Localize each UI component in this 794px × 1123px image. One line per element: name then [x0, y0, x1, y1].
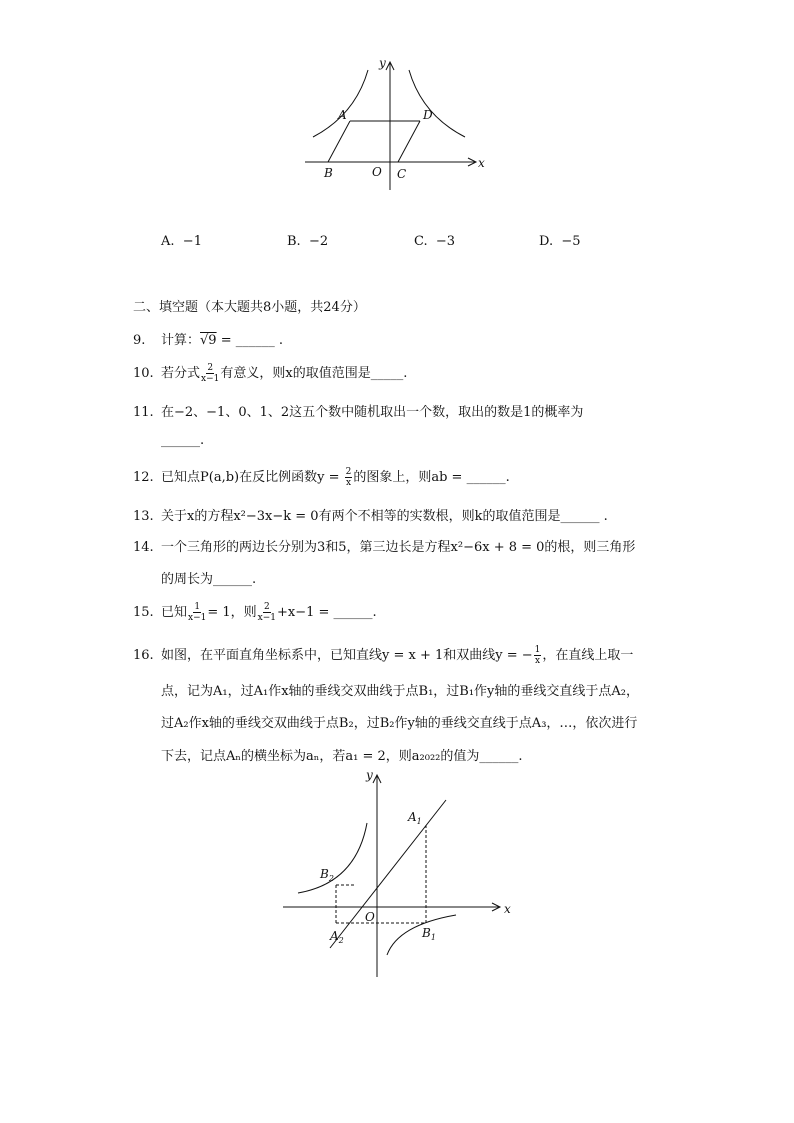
x-axis-label: x	[478, 156, 485, 170]
option-c: C. −3	[414, 234, 456, 249]
hyperbola-right-branch	[409, 70, 465, 137]
point-a1-label: $A_1$	[408, 810, 422, 826]
question-9: 9. 计算：√9 = ______ .	[133, 333, 284, 348]
fraction: $\frac{2}{x-1}$	[201, 363, 220, 384]
origin-label: O	[365, 910, 375, 924]
y-axis-label: y	[366, 768, 373, 782]
fraction: $\frac{1}{x}$	[534, 645, 541, 666]
option-b: B. −2	[287, 234, 329, 249]
point-b2-label: $B_2$	[320, 867, 334, 883]
y-axis-label: y	[379, 56, 386, 70]
question-14: 14. 一个三角形的两边长分别为3和5，第三边长是方程x²−6x + 8 = 0的根，则三角形	[133, 540, 636, 555]
x-axis	[283, 903, 500, 911]
fraction: $\frac{2}{x-1}$	[257, 602, 276, 623]
question-16-line-3: 过A₂作x轴的垂线交双曲线于点B₂，过B₂作y轴的垂线交直线于点A₃，…，依次进行	[161, 716, 638, 731]
figure-2-graph	[278, 765, 518, 985]
segment-ab	[328, 121, 350, 162]
question-11: 11. 在−2、−1、0、1、2这五个数中随机取出一个数，取出的数是1的概率为	[133, 405, 584, 420]
option-a: A. −1	[161, 234, 202, 249]
point-a-label: A	[338, 108, 347, 122]
figure-1-graph	[300, 55, 500, 195]
point-d-label: D	[423, 108, 433, 122]
question-13: 13. 关于x的方程x²−3x−k = 0有两个不相等的实数根，则k的取值范围是______ .	[133, 509, 608, 524]
section-title: 二、填空题（本大题共8小题，共24分）	[133, 300, 366, 315]
y-axis	[373, 775, 381, 977]
y-axis	[386, 62, 394, 190]
point-b-label: B	[324, 166, 333, 180]
x-axis-label: x	[504, 902, 511, 916]
hyperbola-left-branch	[313, 70, 368, 137]
point-a2-label: $A_2$	[330, 929, 344, 945]
fraction: $\frac{2}{x}$	[345, 467, 352, 488]
question-11-line-2: ______.	[161, 433, 205, 448]
question-16: 16. 如图，在平面直角坐标系中，已知直线y = x + 1和双曲线y = − $\frac{1}{x}$ ，在直线上取一	[133, 645, 634, 666]
question-16-line-2: 点，记为A₁，过A₁作x轴的垂线交双曲线于点B₁，过B₁作y轴的垂线交直线于点A₂，	[161, 684, 640, 699]
question-15: 15. 已知 $\frac{1}{x-1}$ = 1，则 $\frac{2}{x-1}$ +x−1 = ______.	[133, 602, 377, 623]
question-16-line-4: 下去，记点Aₙ的横坐标为aₙ，若a₁ = 2，则a₂₀₂₂的值为______.	[161, 749, 523, 764]
question-12: 12. 已知点P(a,b)在反比例函数y = $\frac{2}{x}$ 的图象上，则ab = ______.	[133, 467, 510, 488]
point-c-label: C	[397, 167, 407, 181]
segment-dc	[398, 121, 420, 162]
question-10: 10. 若分式 $\frac{2}{x-1}$ 有意义，则x的取值范围是_____.	[133, 363, 408, 384]
origin-label: O	[372, 165, 382, 179]
point-b1-label: $B_1$	[422, 926, 436, 942]
option-d: D. −5	[539, 234, 581, 249]
question-14-line-2: 的周长为______.	[161, 572, 257, 587]
fraction: $\frac{1}{x-1}$	[188, 602, 207, 623]
